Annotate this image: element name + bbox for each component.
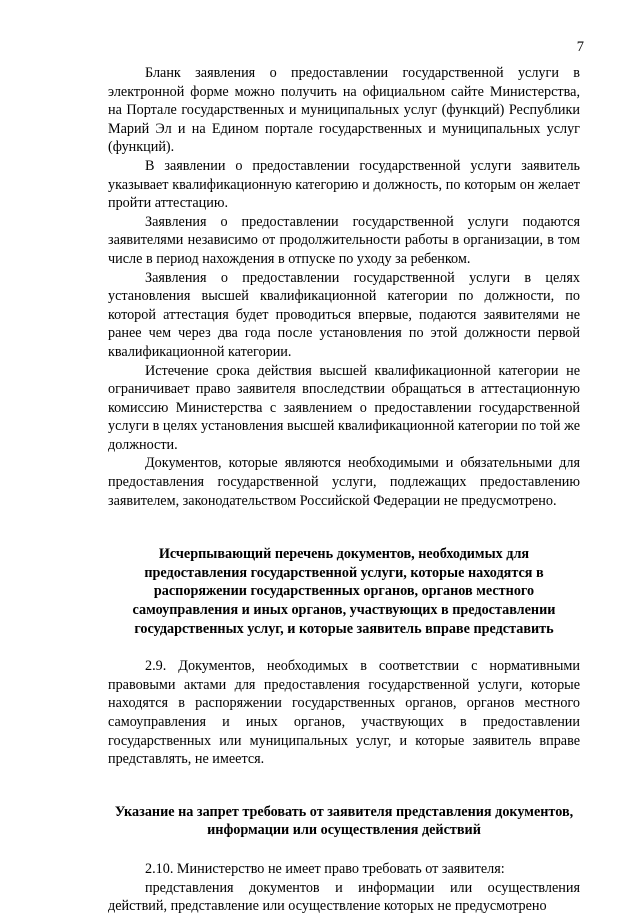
section-heading-prohibition: Указание на запрет требовать от заявителя представления документов, информации или осуществления действий — [114, 803, 574, 839]
paragraph-highest-category: Заявления о предоставлении государственной услуги в целях установления высшей квалификационной категории по должности, по которой аттестация будет проводиться впервые, подаются заявителями не ранее чем через два года после установления по этой должности первой квалификационной категории. — [108, 269, 580, 360]
section-heading-documents-list: Исчерпывающий перечень документов, необходимых для предоставления государственной услуги, которые находятся в распоряжении государственных органов, органов местного самоуправления и иных органов, участвующих в предоставлении государственных услуг, и которые заявитель вправе представить — [132, 546, 556, 637]
paragraph-required-documents: Документов, которые являются необходимыми и обязательными для предоставления государственной услуги, подлежащих предоставлению заявителем, законодательством Российской Федерации не предусмотрено. — [108, 455, 580, 509]
paragraph-category-expiry: Истечение срока действия высшей квалификационной категории не ограничивает право заявителя впоследствии обращаться в аттестационную комиссию Министерства с заявлением о предоставлении государственной услуги в целях установления высшей квалификационной категории по той же должности. — [108, 362, 580, 453]
page-body — [108, 64, 580, 916]
paragraph-blank-form: Бланк заявления о предоставлении государственной услуги в электронной форме можно получить на официальном сайте Министерства, на Портале государственных и муниципальных услуг (функций) Республики Марий Эл и на Едином портале государственных и муниципальных услуг (функций). — [108, 65, 580, 156]
paragraph-2-10-item: представления документов и информации или осуществления действий, представление или осуществление которых не предусмотрено — [108, 879, 580, 915]
paragraph-application-submission: Заявления о предоставлении государственной услуги подаются заявителями независимо от продолжительности работы в организации, в том числе в период нахождения в отпуске по уходу за ребенком. — [108, 213, 580, 267]
page-number: 7 — [576, 39, 584, 55]
paragraph-application-category: В заявлении о предоставлении государственной услуги заявитель указывает квалификационную категорию и должность, по которым он желает пройти аттестацию. — [108, 157, 580, 212]
paragraph-2-10: 2.10. Министерство не имеет право требовать от заявителя: — [145, 860, 505, 877]
paragraph-2-9: 2.9. Документов, необходимых в соответствии с нормативными правовыми актами для предоставления государственной услуги, которые находятся в распоряжении государственных органов, органов местного самоуправления и иных органов, участвующих в предоставлении государственных или муниципальных услуг, и которые заявитель вправе представлять, не имеется. — [108, 658, 580, 768]
